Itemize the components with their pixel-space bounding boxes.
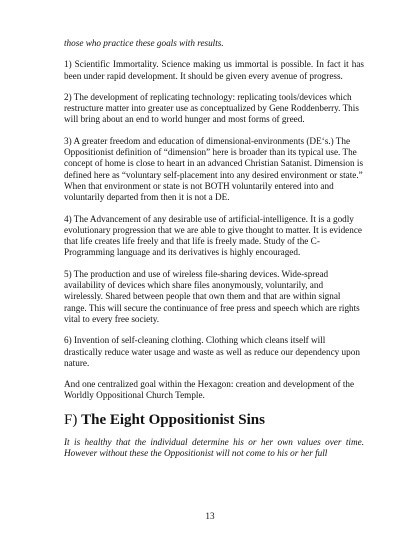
goal-item-1: 1) Scientific Immortality. Science making us immortal is possible. In fact it has been under rapid development. It should be given every avenue of progress. — [64, 59, 364, 81]
goal-item-5: 5) The production and use of wireless file-sharing devices. Wide-spread availability of devices which share files anonymously, voluntarily, and wirelessly. Shared between people that own them and that are within signal range. This will secure the continuance of free press and speech which are rights vital to every free society. — [64, 268, 360, 324]
page-number: 13 — [205, 511, 215, 521]
intro-text: those who practice these goals with results. — [64, 38, 224, 48]
section-prefix: F) — [64, 411, 82, 428]
section-heading — [64, 412, 364, 429]
goal-item-6: 6) Invention of self-cleaning clothing. Clothing which cleans itself will drastically reduce water usage and waste as well as reduce our dependency upon nature. — [64, 335, 360, 368]
section-title: The Eight Oppositionist Sins — [81, 411, 265, 428]
section-intro-text: It is healthy that the individual determine his or her own values over time. However without these the Oppositionist will not come to his or her full — [64, 436, 364, 459]
goal-item-3: 3) A greater freedom and education of dimensional-environments (DE‘s.) The Oppositionist definition of “dimension” here is broader than its typical use. The concept of home is close to heart in an advanced Christian Satanist. Dimension is defined here as “voluntary self-placement into any desired environment or state.” When that environment or state is not BOTH voluntarily entered into and voluntarily departed from then it is not a DE. — [64, 135, 364, 203]
goal-item-2: 2) The development of replicating technology: replicating tools/devices which restructure matter into greater use as conceptualized by Gene Roddenberry. This will bring about an end to world hunger and most forms of greed. — [64, 91, 359, 125]
closing-paragraph: And one centralized goal within the Hexagon: creation and development of the Worldly Oppositional Church Temple. — [64, 379, 355, 401]
goal-item-4: 4) The Advancement of any desirable use of artificial-intelligence. It is a godly evolutionary progression that we are able to give thought to matter. It is evidence that life creates life freely and that life is freely made. Study of the C-Programming language and its derivatives is highly encouraged. — [64, 213, 362, 258]
